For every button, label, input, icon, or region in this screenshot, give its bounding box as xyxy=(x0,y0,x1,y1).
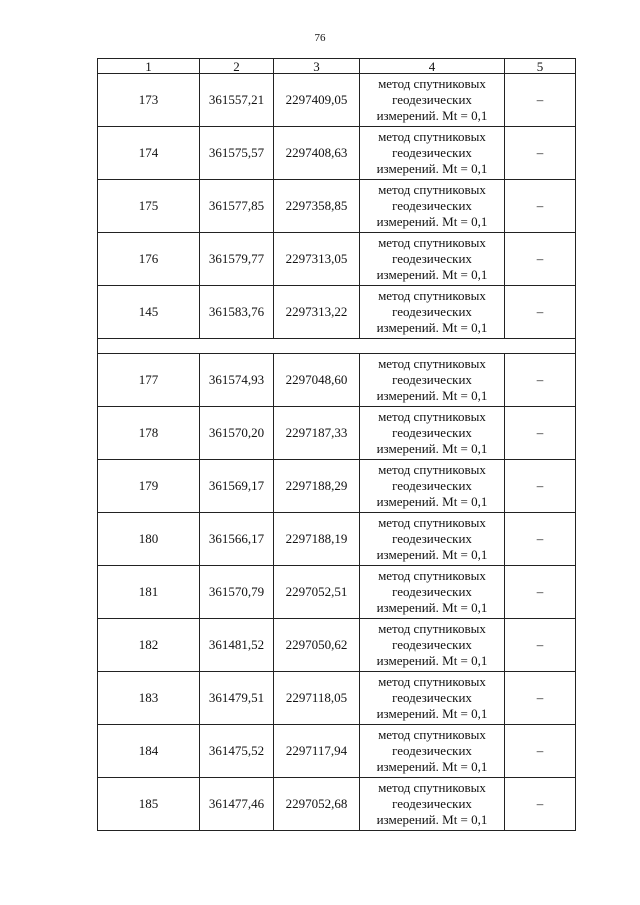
method-text-line: измерений. Mt = 0,1 xyxy=(376,812,488,827)
note-cell: – xyxy=(505,513,576,566)
point-number-cell: 179 xyxy=(98,460,200,513)
method-text-line: геодезических xyxy=(392,304,472,319)
method-text-line: метод спутниковых xyxy=(378,727,486,742)
y-coordinate-cell: 2297052,68 xyxy=(274,778,360,831)
table-row xyxy=(98,127,576,180)
method-text-line: геодезических xyxy=(392,637,472,652)
method-text-line: метод спутниковых xyxy=(378,409,486,424)
point-number-cell: 176 xyxy=(98,233,200,286)
method-text-line: измерений. Mt = 0,1 xyxy=(376,759,488,774)
method-text-line: метод спутниковых xyxy=(378,515,486,530)
method-text-line: геодезических xyxy=(392,743,472,758)
method-text-line: измерений. Mt = 0,1 xyxy=(376,161,488,176)
point-number-cell: 185 xyxy=(98,778,200,831)
table-row xyxy=(98,778,576,831)
note-cell: – xyxy=(505,619,576,672)
point-number-cell: 182 xyxy=(98,619,200,672)
note-cell: – xyxy=(505,460,576,513)
note-cell: – xyxy=(505,407,576,460)
method-cell xyxy=(360,672,505,725)
method-text-line: метод спутниковых xyxy=(378,674,486,689)
method-text-line: измерений. Mt = 0,1 xyxy=(376,547,488,562)
x-coordinate-cell: 361477,46 xyxy=(200,778,274,831)
table-row xyxy=(98,407,576,460)
method-text-line: метод спутниковых xyxy=(378,356,486,371)
y-coordinate-cell: 2297409,05 xyxy=(274,74,360,127)
point-number-cell: 145 xyxy=(98,286,200,339)
table-row xyxy=(98,619,576,672)
method-text-line: метод спутниковых xyxy=(378,129,486,144)
method-cell xyxy=(360,566,505,619)
table-row xyxy=(98,460,576,513)
y-coordinate-cell: 2297188,29 xyxy=(274,460,360,513)
method-text-line: геодезических xyxy=(392,425,472,440)
header-col-4: 4 xyxy=(360,59,505,74)
method-cell xyxy=(360,619,505,672)
method-text-line: геодезических xyxy=(392,372,472,387)
method-cell xyxy=(360,354,505,407)
method-cell xyxy=(360,407,505,460)
header-col-5: 5 xyxy=(505,59,576,74)
x-coordinate-cell: 361479,51 xyxy=(200,672,274,725)
header-col-2: 2 xyxy=(200,59,274,74)
method-text-line: измерений. Mt = 0,1 xyxy=(376,653,488,668)
method-cell xyxy=(360,233,505,286)
note-cell: – xyxy=(505,354,576,407)
note-cell: – xyxy=(505,180,576,233)
method-text-line: метод спутниковых xyxy=(378,462,486,477)
point-number-cell: 175 xyxy=(98,180,200,233)
method-cell xyxy=(360,778,505,831)
y-coordinate-cell: 2297313,05 xyxy=(274,233,360,286)
table-row xyxy=(98,513,576,566)
table-header-row xyxy=(98,59,576,74)
point-number-cell: 183 xyxy=(98,672,200,725)
point-number-cell: 177 xyxy=(98,354,200,407)
header-col-3: 3 xyxy=(274,59,360,74)
method-text-line: измерений. Mt = 0,1 xyxy=(376,214,488,229)
y-coordinate-cell: 2297117,94 xyxy=(274,725,360,778)
method-text-line: геодезических xyxy=(392,92,472,107)
note-cell: – xyxy=(505,725,576,778)
method-text-line: метод спутниковых xyxy=(378,621,486,636)
point-number-cell: 174 xyxy=(98,127,200,180)
method-text-line: измерений. Mt = 0,1 xyxy=(376,267,488,282)
table-row xyxy=(98,672,576,725)
note-cell: – xyxy=(505,286,576,339)
header-col-1: 1 xyxy=(98,59,200,74)
table-row xyxy=(98,74,576,127)
y-coordinate-cell: 2297052,51 xyxy=(274,566,360,619)
x-coordinate-cell: 361570,20 xyxy=(200,407,274,460)
x-coordinate-cell: 361481,52 xyxy=(200,619,274,672)
method-cell xyxy=(360,286,505,339)
point-number-cell: 180 xyxy=(98,513,200,566)
method-text-line: геодезических xyxy=(392,796,472,811)
x-coordinate-cell: 361557,21 xyxy=(200,74,274,127)
point-number-cell: 173 xyxy=(98,74,200,127)
method-text-line: метод спутниковых xyxy=(378,288,486,303)
method-text-line: измерений. Mt = 0,1 xyxy=(376,388,488,403)
method-text-line: измерений. Mt = 0,1 xyxy=(376,494,488,509)
method-cell xyxy=(360,513,505,566)
y-coordinate-cell: 2297408,63 xyxy=(274,127,360,180)
method-text-line: измерений. Mt = 0,1 xyxy=(376,706,488,721)
method-text-line: метод спутниковых xyxy=(378,780,486,795)
method-text-line: геодезических xyxy=(392,251,472,266)
point-number-cell: 181 xyxy=(98,566,200,619)
x-coordinate-cell: 361570,79 xyxy=(200,566,274,619)
method-text-line: измерений. Mt = 0,1 xyxy=(376,600,488,615)
method-cell xyxy=(360,74,505,127)
table-row xyxy=(98,566,576,619)
note-cell: – xyxy=(505,672,576,725)
table-row xyxy=(98,725,576,778)
method-text-line: измерений. Mt = 0,1 xyxy=(376,441,488,456)
table-row xyxy=(98,180,576,233)
note-cell: – xyxy=(505,127,576,180)
x-coordinate-cell: 361575,57 xyxy=(200,127,274,180)
x-coordinate-cell: 361583,76 xyxy=(200,286,274,339)
x-coordinate-cell: 361569,17 xyxy=(200,460,274,513)
method-text-line: метод спутниковых xyxy=(378,235,486,250)
x-coordinate-cell: 361475,52 xyxy=(200,725,274,778)
table-row xyxy=(98,286,576,339)
y-coordinate-cell: 2297187,33 xyxy=(274,407,360,460)
method-text-line: геодезических xyxy=(392,478,472,493)
table-row xyxy=(98,354,576,407)
method-text-line: геодезических xyxy=(392,531,472,546)
x-coordinate-cell: 361579,77 xyxy=(200,233,274,286)
coordinates-table xyxy=(97,58,576,831)
method-text-line: геодезических xyxy=(392,198,472,213)
point-number-cell: 184 xyxy=(98,725,200,778)
y-coordinate-cell: 2297118,05 xyxy=(274,672,360,725)
page-number: 76 xyxy=(314,32,326,44)
method-text-line: измерений. Mt = 0,1 xyxy=(376,320,488,335)
note-cell: – xyxy=(505,566,576,619)
method-text-line: метод спутниковых xyxy=(378,568,486,583)
note-cell: – xyxy=(505,233,576,286)
note-cell: – xyxy=(505,74,576,127)
method-cell xyxy=(360,725,505,778)
method-text-line: геодезических xyxy=(392,584,472,599)
method-text-line: геодезических xyxy=(392,145,472,160)
method-cell xyxy=(360,460,505,513)
y-coordinate-cell: 2297050,62 xyxy=(274,619,360,672)
y-coordinate-cell: 2297048,60 xyxy=(274,354,360,407)
method-cell xyxy=(360,127,505,180)
point-number-cell: 178 xyxy=(98,407,200,460)
note-cell: – xyxy=(505,778,576,831)
y-coordinate-cell: 2297313,22 xyxy=(274,286,360,339)
y-coordinate-cell: 2297188,19 xyxy=(274,513,360,566)
method-text-line: измерений. Mt = 0,1 xyxy=(376,108,488,123)
x-coordinate-cell: 361577,85 xyxy=(200,180,274,233)
y-coordinate-cell: 2297358,85 xyxy=(274,180,360,233)
method-text-line: геодезических xyxy=(392,690,472,705)
group-separator-cell xyxy=(98,339,576,354)
table-row xyxy=(98,233,576,286)
method-text-line: метод спутниковых xyxy=(378,76,486,91)
x-coordinate-cell: 361574,93 xyxy=(200,354,274,407)
x-coordinate-cell: 361566,17 xyxy=(200,513,274,566)
method-cell xyxy=(360,180,505,233)
table-body xyxy=(98,74,576,831)
method-text-line: метод спутниковых xyxy=(378,182,486,197)
group-separator-row xyxy=(98,339,576,354)
